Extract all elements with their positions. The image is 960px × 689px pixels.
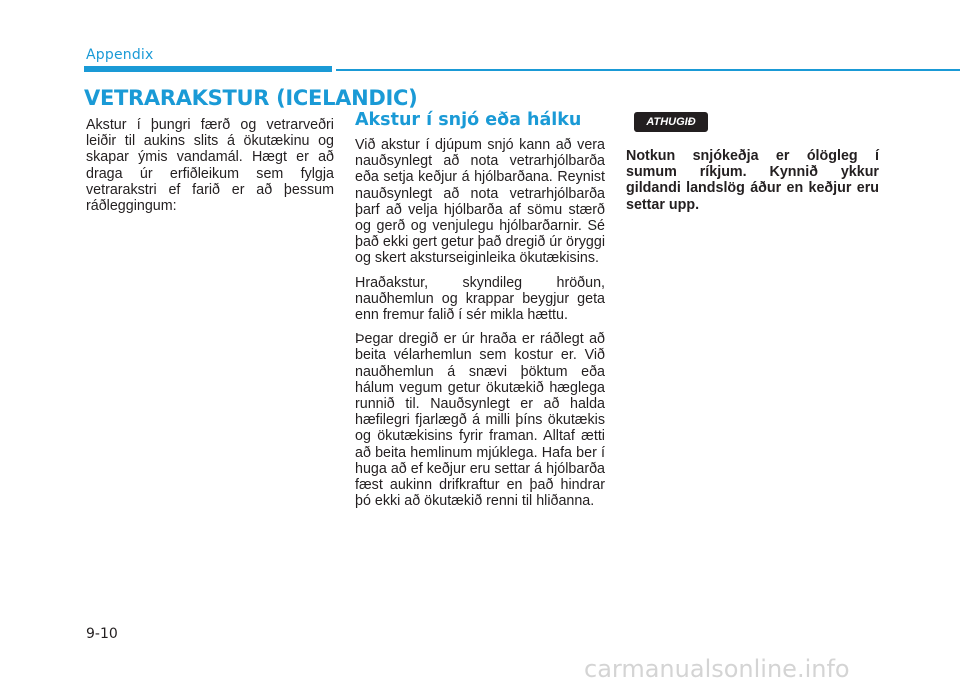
- appendix-header-label: Appendix: [86, 47, 154, 63]
- section-title: VETRARAKSTUR (ICELANDIC): [84, 86, 418, 110]
- header-rule-thick: [84, 66, 332, 72]
- snow-ice-column: [355, 137, 605, 517]
- header-rule-thin: [336, 69, 960, 71]
- page-number: 9-10: [86, 626, 118, 642]
- paragraph-winter-tires: Við akstur í djúpum snjó kann að vera nauðsynlegt að nota vetrarhjólbarða eða setja keðjur á hjólbarðana. Reynist nauðsynlegt að nota vetrarhjólbarða þarf að velja hjólbarða af sömu stærð og gerð og venjulegu hjólbarðarnir. Sé það ekki gert getur það dregið úr öryggi og skert aksturseiginleika ökutækisins.: [355, 137, 605, 267]
- snow-ice-heading: Akstur í snjó eða hálku: [355, 110, 582, 130]
- intro-column: [86, 117, 334, 222]
- intro-paragraph: Akstur í þungri færð og vetrarveðri leiðir til aukins slits á ökutækinu og skapar ýmis vandamál. Hægt er að draga úr erfiðleikum sem fylgja vetrarakstri ef farið er að þessum ráðleggingum:: [86, 117, 334, 215]
- note-text: Notkun snjókeðja er ólögleg í sumum ríkjum. Kynnið ykkur gildandi landslög áður en keðjur eru settar upp.: [626, 148, 879, 213]
- watermark: carmanualsonline.info: [584, 655, 850, 683]
- note-tag: ATHUGIÐ: [634, 112, 708, 132]
- paragraph-braking: Þegar dregið er úr hraða er ráðlegt að beita vélarhemlun sem kostur er. Við nauðhemlun á snævi þöktum eða hálum vegum getur ökutækið hæglega runnið til. Nauðsynlegt er að halda hæfilegri fjarlægð á milli þíns ökutækis og ökutækisins fyrir framan. Alltaf ætti að beita hemlinum mjúklega. Hafa ber í huga að ef keðjur eru settar á hjólbarða fæst aukinn drifkraftur en það hindrar þó ekki að ökutækið renni til hliðanna.: [355, 331, 605, 510]
- paragraph-danger: Hraðakstur, skyndileg hröðun, nauðhemlun og krappar beygjur geta enn fremur falið í sér mikla hættu.: [355, 274, 605, 324]
